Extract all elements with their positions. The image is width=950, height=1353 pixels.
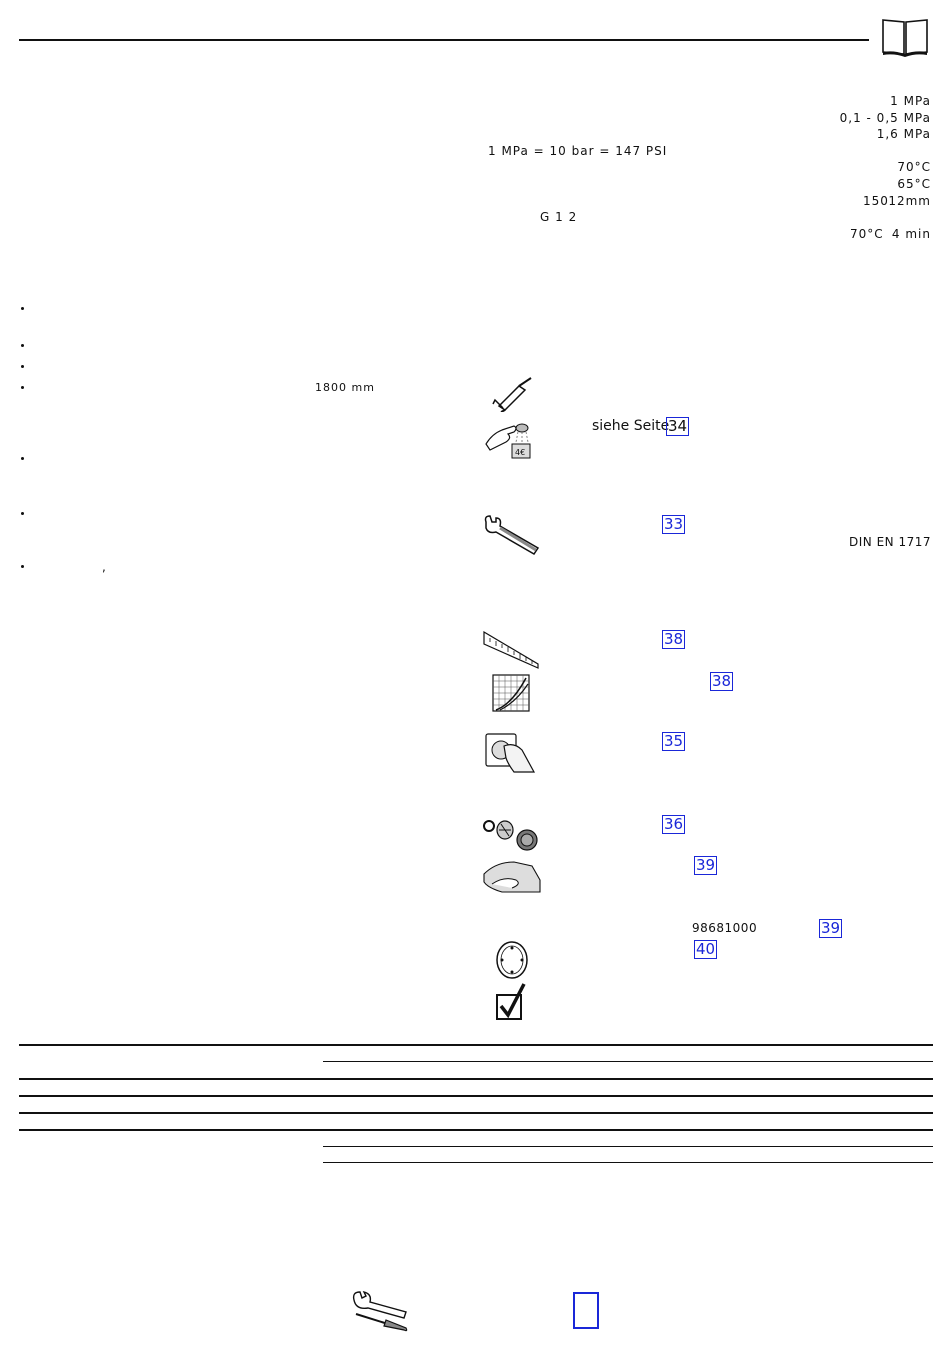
page-ref-empty[interactable] xyxy=(573,1292,599,1329)
svg-text:4€: 4€ xyxy=(515,448,526,457)
table-rule-1 xyxy=(19,1044,933,1046)
page-ref-34[interactable]: 34 xyxy=(668,417,688,435)
spec-test-pressure: 1,6 MPa xyxy=(876,127,931,141)
spec-recommended-pressure: 0,1 - 0,5 MPa xyxy=(839,111,931,125)
installation-height: 1800 mm xyxy=(315,381,375,394)
spec-conversion: 1 MPa = 10 bar = 147 PSI xyxy=(488,144,668,158)
ruler-icon xyxy=(482,630,540,670)
table-rule-2 xyxy=(19,1078,933,1080)
book-icon xyxy=(880,16,930,58)
caulk-gun-icon xyxy=(489,376,535,412)
cleaning-hand-icon xyxy=(482,854,542,894)
cartridge-parts-icon xyxy=(481,814,541,854)
page-ref-38b[interactable]: 38 xyxy=(712,672,732,690)
page-ref-39a[interactable]: 39 xyxy=(696,856,716,874)
spec-max-pressure: 1 MPa xyxy=(890,94,931,108)
spec-max-temp: 70°C xyxy=(897,160,931,174)
spec-recommended-temp: 65°C xyxy=(897,177,931,191)
hand-shower-test-icon xyxy=(484,416,534,462)
table-subrule-3 xyxy=(323,1162,933,1163)
table-rule-4 xyxy=(19,1112,933,1114)
spec-connection: G 1 2 xyxy=(540,210,578,224)
disc-plate-icon xyxy=(495,940,529,980)
hand-knob-icon xyxy=(484,732,536,774)
tools-icon xyxy=(350,1290,410,1332)
comma-mark: , xyxy=(102,560,107,574)
page-ref-39b[interactable]: 39 xyxy=(821,919,841,937)
bullet xyxy=(21,386,24,389)
din-standard: DIN EN 1717 xyxy=(849,535,931,549)
bullet xyxy=(21,365,24,368)
spec-flow-value: 150 xyxy=(863,194,889,208)
bullet xyxy=(21,344,24,347)
table-rule-3 xyxy=(19,1095,933,1097)
checkbox-icon xyxy=(494,982,528,1022)
header-rule xyxy=(19,39,869,41)
page-ref-38a[interactable]: 38 xyxy=(664,630,684,648)
spec-flow-unit: 12mm xyxy=(888,194,931,208)
page-ref-40[interactable]: 40 xyxy=(696,940,716,958)
spec-disinfection-temp: 70°C xyxy=(850,227,884,241)
flow-graph-icon xyxy=(492,674,530,712)
table-subrule-2 xyxy=(323,1146,933,1147)
table-subrule-1 xyxy=(323,1061,933,1062)
bullet xyxy=(21,457,24,460)
table-rule-5 xyxy=(19,1129,933,1131)
bullet xyxy=(21,307,24,310)
bullet xyxy=(21,512,24,515)
bullet xyxy=(21,565,24,568)
page-ref-35[interactable]: 35 xyxy=(664,732,684,750)
wrench-icon xyxy=(482,514,542,556)
page-ref-36[interactable]: 36 xyxy=(664,815,684,833)
spec-disinfection-time: 4 min xyxy=(891,227,931,241)
page-ref-33[interactable]: 33 xyxy=(664,515,684,533)
see-page-label: siehe Seite xyxy=(592,418,670,434)
part-number: 98681000 xyxy=(692,921,758,935)
